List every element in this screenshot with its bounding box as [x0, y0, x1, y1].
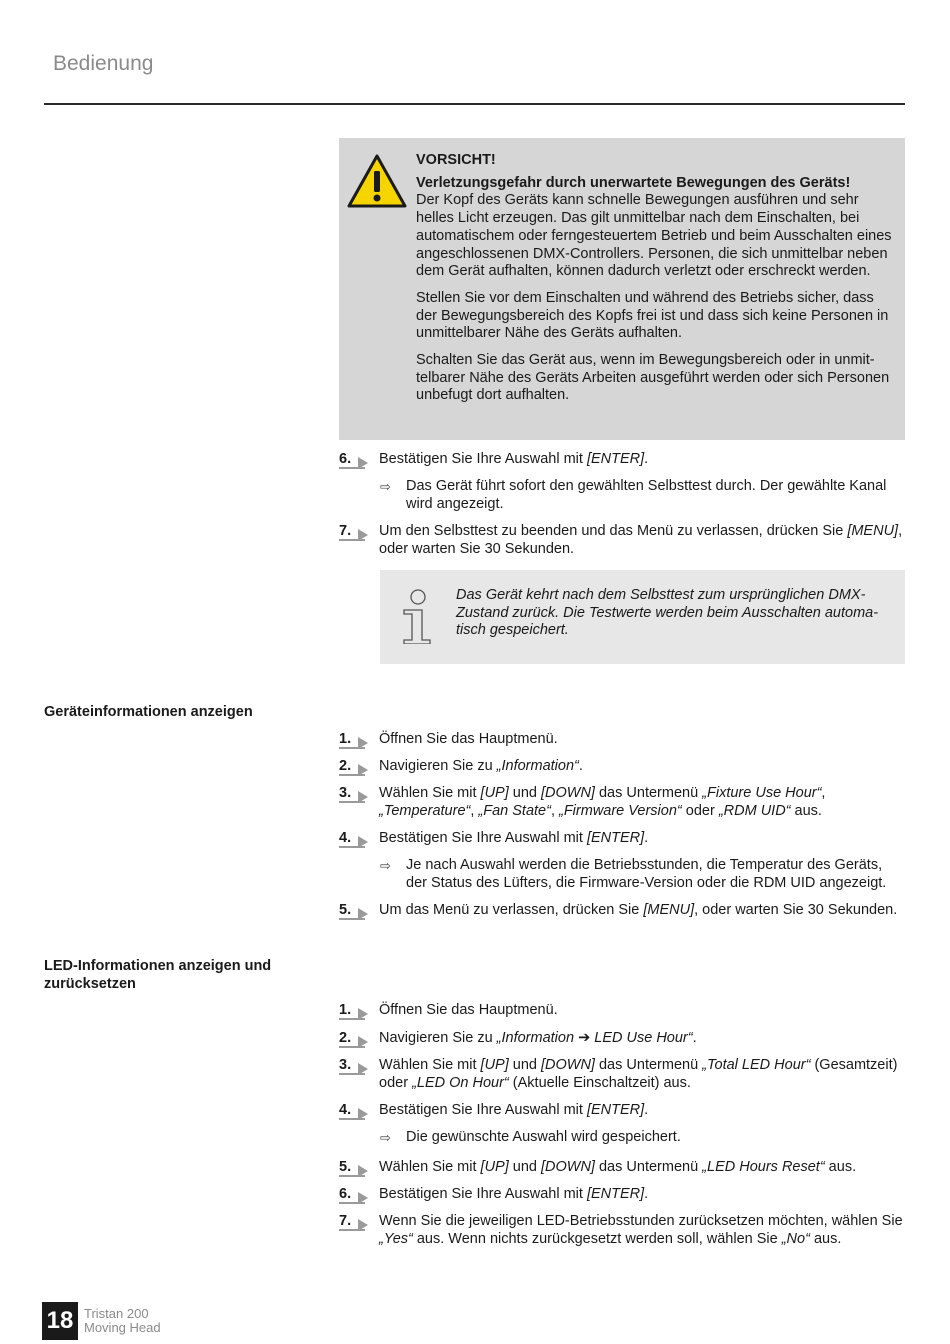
step-arrow-icon [358, 1036, 368, 1048]
step-text: Bestätigen Sie Ihre Auswahl mit [ENTER]. [379, 1186, 649, 1202]
step-result: ⇨ Die gewünschte Auswahl wird gespeichert. [380, 1129, 681, 1145]
step-item [339, 523, 905, 558]
step-result: ⇨ Je nach Auswahl werden die Betriebsstunden, die Temperatur des Geräts, der Status des Lüfters, die Firmware-Version oder die RDM UID angezeigt. [380, 857, 887, 891]
step-number: 3. [339, 1057, 375, 1075]
warning-paragraph: Schalten Sie das Gerät aus, wenn im Bewegungsbereich oder in unmittelbarer Nähe des Geräts Arbeiten ausgeführt werden oder sich Personen unbefugt dort aufhalten. [416, 352, 890, 404]
step-item [339, 758, 905, 776]
step-item [339, 731, 905, 749]
section-title: Geräteinformationen anzeigen [44, 704, 253, 720]
header-rule [44, 103, 905, 105]
step-text: Bestätigen Sie Ihre Auswahl mit [ENTER]. [379, 451, 649, 467]
step-text: Um den Selbsttest zu beenden und das Menü zu verlassen, drücken Sie [MENU], oder warten Sie 30 Sekunden. [379, 523, 903, 557]
warning-paragraph: Der Kopf des Geräts kann schnelle Bewegungen ausführen und sehr helles Licht erzeugen. Das gilt unmittelbar nach dem Einschalten, bei automatischem oder ferngesteuertem Betrieb und beim Ausschalten eines angeschlossenen DMX-Controllers. Personen, die sich unmittelbar neben dem Gerät aufhalten, können dadurch verletzt oder erschreckt werden. [416, 192, 892, 280]
step-item [339, 451, 905, 469]
step-number: 5. [339, 902, 375, 920]
step-number: 5. [339, 1159, 375, 1177]
step-arrow-icon [358, 791, 368, 803]
step-item [339, 1057, 905, 1092]
step-text: Navigieren Sie zu „Information ➔ LED Use Hour“. [379, 1030, 697, 1046]
result-arrow-icon: ⇨ [380, 858, 391, 873]
step-number: 4. [339, 830, 375, 848]
step-result: ⇨ Das Gerät führt sofort den gewählten Selbsttest durch. Der gewählte Kanal wird angezeigt. [380, 478, 887, 512]
warning-subheading: Verletzungsgefahr durch unerwartete Bewegungen des Geräts! [416, 174, 851, 191]
step-text: Bestätigen Sie Ihre Auswahl mit [ENTER]. [379, 1102, 649, 1118]
step-arrow-icon [358, 1108, 368, 1120]
step-number: 3. [339, 785, 375, 803]
warning-paragraph: Stellen Sie vor dem Einschalten und während des Betriebs sicher, dass der Bewegungsbereich des Kopfs frei ist und dass sich keine Personen in unmittelbarer Nähe des Geräts aufhalten. [416, 289, 889, 342]
step-text: Wählen Sie mit [UP] und [DOWN] das Untermenü „LED Hours Reset“ aus. [379, 1159, 857, 1175]
step-number: 4. [339, 1102, 375, 1120]
note-text: Das Gerät kehrt nach dem Selbsttest zum ursprünglichen DMX-Zustand zurück. Die Testwerte werden beim Ausschalten automatisch gespeichert. [456, 587, 879, 639]
step-number: 1. [339, 1002, 375, 1020]
step-text: Um das Menü zu verlassen, drücken Sie [MENU], oder warten Sie 30 Sekunden. [379, 902, 898, 918]
step-number: 7. [339, 1213, 375, 1231]
step-text: Bestätigen Sie Ihre Auswahl mit [ENTER]. [379, 830, 649, 846]
step-number: 6. [339, 1186, 375, 1204]
step-item [339, 1186, 905, 1204]
step-item [339, 1159, 905, 1177]
step-arrow-icon [358, 908, 368, 920]
step-arrow-icon [358, 529, 368, 541]
step-arrow-icon [358, 1008, 368, 1020]
step-item [339, 785, 905, 820]
section-title: LED-Informationen anzeigen und zurücksetzen [44, 958, 272, 992]
warning-heading: VORSICHT! [416, 152, 496, 168]
step-item [339, 1002, 905, 1020]
step-item [339, 1030, 905, 1048]
warning-box [339, 138, 905, 440]
step-arrow-icon [358, 1219, 368, 1231]
step-arrow-icon [358, 1165, 368, 1177]
result-arrow-icon: ⇨ [380, 1130, 391, 1145]
step-number: 2. [339, 1030, 375, 1048]
step-text: Öffnen Sie das Hauptmenü. [379, 731, 558, 747]
step-text: Wählen Sie mit [UP] und [DOWN] das Untermenü „Fixture Use Hour“, „Temperature“, „Fan State“, „Firmware Version“ oder „RDM UID“ aus. [379, 785, 826, 819]
step-number: 7. [339, 523, 375, 541]
step-item [339, 830, 905, 848]
result-arrow-icon: ⇨ [380, 479, 391, 494]
step-arrow-icon [358, 1192, 368, 1204]
chapter-title: Bedienung [53, 52, 154, 75]
step-number: 1. [339, 731, 375, 749]
step-number: 6. [339, 451, 375, 469]
footer-product-type: Moving Head [84, 1320, 161, 1335]
info-icon [400, 588, 436, 644]
step-text: Navigieren Sie zu „Information“. [379, 758, 583, 774]
step-item [339, 902, 905, 920]
footer-product: Tristan 200 [84, 1306, 149, 1321]
step-text: Wählen Sie mit [UP] und [DOWN] das Untermenü „Total LED Hour“ (Gesamtzeit) oder „LED On Hour“ (Aktuelle Einschaltzeit) aus. [379, 1057, 898, 1091]
step-text: Öffnen Sie das Hauptmenü. [379, 1002, 558, 1018]
step-arrow-icon [358, 764, 368, 776]
warning-triangle-icon [347, 154, 407, 208]
step-item [339, 1213, 905, 1248]
step-arrow-icon [358, 457, 368, 469]
step-arrow-icon [358, 737, 368, 749]
step-arrow-icon [358, 1063, 368, 1075]
menu-arrow-icon: ➔ [578, 1030, 591, 1046]
page-number: 18 [42, 1302, 78, 1340]
step-arrow-icon [358, 836, 368, 848]
step-number: 2. [339, 758, 375, 776]
step-item [339, 1102, 905, 1120]
note-box [380, 570, 905, 664]
step-text: Wenn Sie die jeweiligen LED-Betriebsstunden zurücksetzen möchten, wählen Sie „Yes“ aus. Wenn nichts zurückgesetzt werden soll, wählen Sie „No“ aus. [379, 1213, 903, 1247]
